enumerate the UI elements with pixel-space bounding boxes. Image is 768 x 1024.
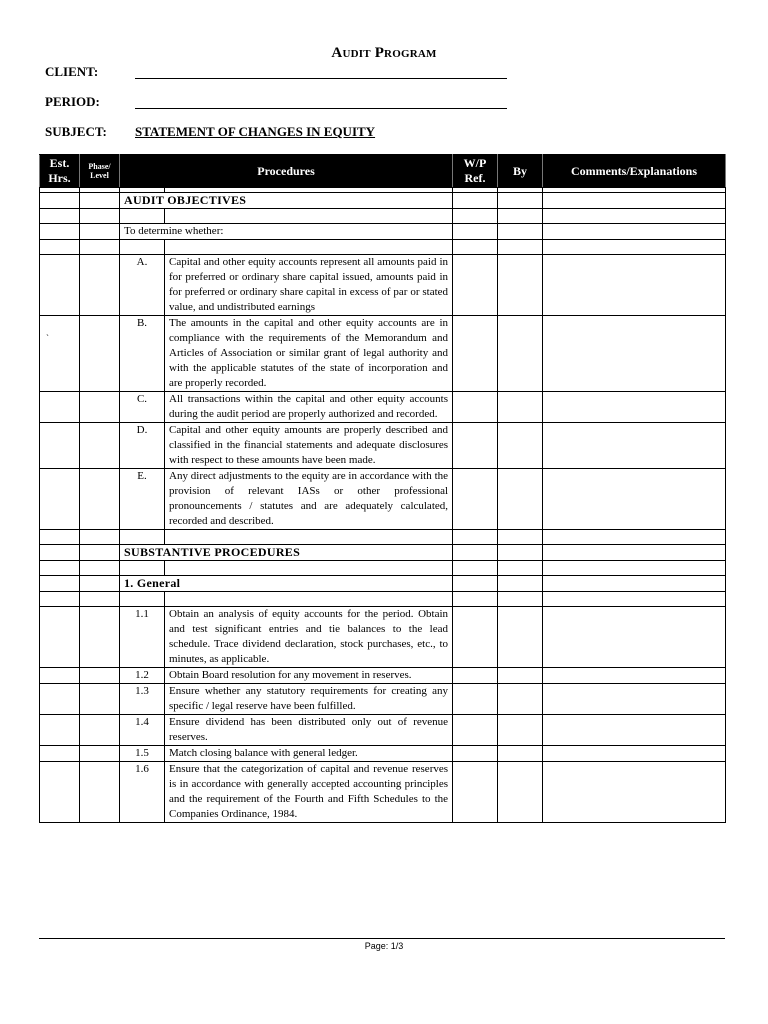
objective-label: C. (120, 392, 165, 423)
page-number: Page: 1/3 (364, 941, 404, 951)
procedure-row (40, 684, 726, 715)
objective-label: A. (120, 255, 165, 316)
header-comments: Comments/Explanations (543, 155, 726, 188)
objective-label: E. (120, 469, 165, 530)
header-est-hrs: Est. Hrs. (40, 155, 80, 188)
table-header-row (40, 155, 726, 188)
header-procedures: Procedures (120, 155, 453, 188)
procedure-number: 1.3 (120, 684, 165, 715)
procedure-number: 1.1 (120, 607, 165, 668)
objective-label: B. (120, 316, 165, 392)
subject-value: STATEMENT OF CHANGES IN EQUITY (135, 124, 376, 139)
general-heading: 1. General (120, 576, 453, 592)
period-label: PERIOD: (45, 94, 100, 109)
table-row (40, 224, 726, 240)
objective-row (40, 255, 726, 316)
header-phase-level: Phase/ Level (80, 155, 120, 188)
to-determine-text: To determine whether: (120, 224, 453, 240)
audit-program-table (39, 154, 726, 823)
header-wp-ref: W/P Ref. (453, 155, 498, 188)
procedure-text: Ensure that the categorization of capital and revenue reserves is in accordance with generally accepted accounting principles and the requirement of the Fourth and Fifth Schedules to the Companies Ordinance, 1984. (165, 762, 453, 823)
header-by: By (498, 155, 543, 188)
page-title: Audit Program (331, 45, 437, 61)
procedure-text: Ensure whether any statutory requirements for creating any specific / legal reserve have been fulfilled. (165, 684, 453, 715)
stray-tick-mark: ` (46, 333, 49, 343)
procedure-row (40, 746, 726, 762)
procedure-row (40, 762, 726, 823)
procedure-number: 1.5 (120, 746, 165, 762)
objective-text: The amounts in the capital and other equity accounts are in compliance with the requirements of the Memorandum and Articles of Association or similar grant of legal authority and with the applicable statutes of the state of incorporation and are properly recorded. (165, 316, 453, 392)
table-row (40, 545, 726, 561)
footer-divider (39, 938, 725, 939)
objective-text: Capital and other equity amounts are properly described and classified in the financial statements and adequate disclosures with respect to these amounts have been made. (165, 423, 453, 469)
objective-text: Any direct adjustments to the equity are in accordance with the provision of relevant IASs or other professional pronouncements / statutes and are adequately calculated, recorded and described. (165, 469, 453, 530)
procedure-number: 1.6 (120, 762, 165, 823)
objective-label: D. (120, 423, 165, 469)
client-blank-line (135, 78, 507, 79)
table-row (40, 576, 726, 592)
period-blank-line (135, 108, 507, 109)
procedure-row (40, 668, 726, 684)
subject-label: SUBJECT: (45, 124, 107, 139)
objective-row (40, 469, 726, 530)
objective-row (40, 392, 726, 423)
substantive-procedures-heading: SUBSTANTIVE PROCEDURES (120, 545, 453, 561)
objective-text: Capital and other equity accounts represent all amounts paid in for preferred or ordinary share capital issued, amounts paid in for preferred or ordinary share capital in excess of par or stated value, and undistributed earnings (165, 255, 453, 316)
procedure-row (40, 607, 726, 668)
procedure-number: 1.2 (120, 668, 165, 684)
procedure-row (40, 715, 726, 746)
table-row (40, 193, 726, 209)
procedure-number: 1.4 (120, 715, 165, 746)
procedure-text: Ensure dividend has been distributed only out of revenue reserves. (165, 715, 453, 746)
procedure-text: Match closing balance with general ledger. (165, 746, 453, 762)
procedure-text: Obtain Board resolution for any movement in reserves. (165, 668, 453, 684)
objective-row (40, 423, 726, 469)
client-label: CLIENT: (45, 64, 99, 79)
procedure-text: Obtain an analysis of equity accounts for the period. Obtain and test significant entries and tie balances to the lead schedule. Trace dividend declaration, stock purchases, etc., to minutes, as applicable. (165, 607, 453, 668)
objective-row (40, 316, 726, 392)
audit-objectives-heading: AUDIT OBJECTIVES (120, 193, 453, 209)
objective-text: All transactions within the capital and other equity accounts during the audit period are properly authorized and recorded. (165, 392, 453, 423)
